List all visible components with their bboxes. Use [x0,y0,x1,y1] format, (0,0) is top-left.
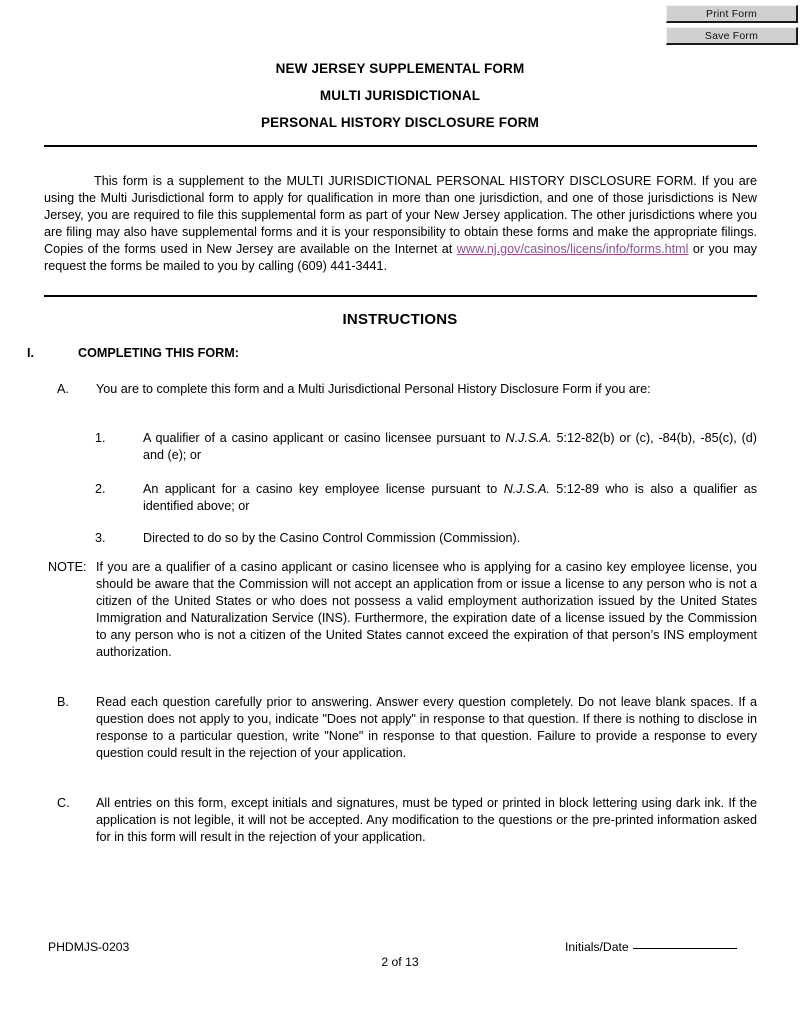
footer-form-code: PHDMJS-0203 [48,940,130,954]
section-title-text: COMPLETING THIS FORM: [78,346,239,360]
list-marker-3: 3. [95,531,106,545]
statute-citation: N.J.S.A. [505,431,552,445]
list-text-c: All entries on this form, except initials and signatures, must be typed or printed in block lettering using dark ink. If the application is not legible, it will not be accepted. Any modification to the questions or the pre-printed information asked for in this form will result in the rejection of your application. [96,796,757,845]
instructions-heading: INSTRUCTIONS [342,311,458,328]
list-item-a [57,381,757,398]
intro-paragraph [44,173,757,276]
list-text-2-post: 5:12-89 who is also a qualifier as identified above; or [143,482,758,514]
footer-initials-label: Initials/Date [565,940,629,954]
footer-initials-date [565,940,737,954]
intro-text-part1: This form is a supplement to the MULTI JURISDICTIONAL PERSONAL HISTORY DISCLOSURE FORM. If you are using the Multi Jurisdictional form to apply for qualification in more than one jurisdiction, and one of those jurisdictions is New Jersey, you are required to file this supplemental form as part of your New Jersey application. The other jurisdictions where you are filing may also have supplemental forms and it is your responsibility to obtain these forms and make the appropriate filings. Copies of the forms used in New Jersey are available on the Internet at [44,173,757,256]
statute-citation: N.J.S.A. [503,482,550,496]
title-line-3: PERSONAL HISTORY DISCLOSURE FORM [260,115,540,130]
list-text-b: Read each question carefully prior to answering. Answer every question completely. Do not leave blank spaces. If a question does not apply to you, indicate "Does not apply" in response to that question. If there is nothing to disclose in response to a particular question, write "None" in response to that question. Failure to provide a response to every question could result in the rejection of your application. [96,695,757,761]
list-item-c [57,795,757,846]
divider-top [44,145,757,147]
list-text-3: Directed to do so by the Casino Control Commission (Commission). [143,531,521,545]
nj-forms-link[interactable]: www.nj.gov/casinos/licens/info/forms.html [456,241,689,256]
list-marker-b: B. [57,695,69,709]
list-marker-a: A. [57,382,69,396]
title-line-1: NEW JERSEY SUPPLEMENTAL FORM [275,61,525,76]
list-item-2 [95,481,757,515]
list-text-a: You are to complete this form and a Multi Jurisdictional Personal History Disclosure Form if you are: [96,382,651,396]
note-marker: NOTE: [48,560,87,574]
section-heading-completing-this-form [27,346,757,360]
note-block [48,559,757,662]
initials-date-line[interactable] [633,948,737,949]
title-line-2: MULTI JURISDICTIONAL [319,88,481,103]
document-title [0,61,800,142]
divider-middle [44,295,757,297]
list-text-2-pre: An applicant for a casino key employee license pursuant to [143,482,504,496]
save-form-button[interactable]: Save Form [666,27,798,45]
note-text: If you are a qualifier of a casino applicant or casino licensee who is applying for a casino key employee license, you should be aware that the Commission will not accept an application from or issue a license to any person who is not a citizen of the United States or who does not possess a valid employment authorization issued by the United States Immigration and Naturalization Service (INS). Furthermore, the expiration date of a license issued by the Commission to any person who is not a citizen of the United States cannot exceed the expiration of that person’s INS employment authorization. [96,560,757,660]
list-marker-c: C. [57,796,70,810]
section-roman-marker: I. [27,346,34,360]
print-form-button[interactable]: Print Form [666,5,798,23]
list-text-2 [143,481,757,515]
form-action-buttons [666,5,798,49]
list-text-1-pre: A qualifier of a casino applicant or casino licensee pursuant to [143,431,506,445]
list-marker-1: 1. [95,431,106,445]
list-item-1 [95,430,757,464]
list-text-1-post: 5:12-82(b) or (c), -84(b), -85(c), (d) and (e); or [143,431,757,463]
list-item-b [57,694,757,762]
intro-text-part2: or you may request the forms be mailed to you by calling (609) 441-3441. [44,241,758,274]
list-item-3 [95,530,757,547]
footer-page-number: 2 of 13 [381,955,419,969]
list-text-1 [143,430,757,464]
list-marker-2: 2. [95,482,106,496]
